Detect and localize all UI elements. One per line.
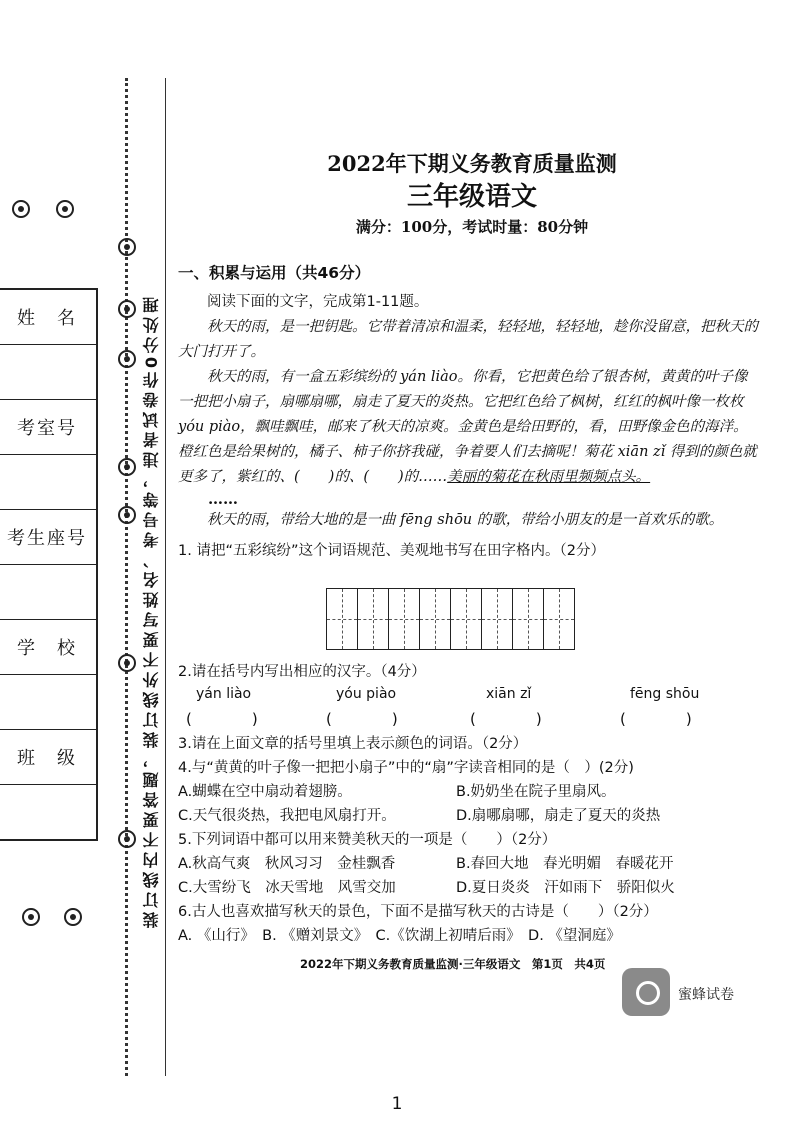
q4-options-row2	[178, 804, 760, 828]
questions-block	[178, 732, 760, 948]
instruction: 阅读下面的文字，完成第1-11题。	[207, 294, 429, 310]
grid-cell[interactable]	[451, 589, 482, 649]
q4-option-a: A.蝴蝶在空中扇动着翅膀。	[178, 784, 352, 800]
answer-blank-1[interactable]: ( )	[186, 710, 258, 728]
room-label: 考室号	[0, 400, 96, 455]
grid-cell[interactable]	[482, 589, 513, 649]
binding-circle-icon	[118, 350, 136, 368]
q5-options-row2	[178, 876, 760, 900]
class-field[interactable]	[0, 785, 96, 839]
logo-text: 蜜蜂试卷	[678, 987, 734, 1003]
question-3: 3.请在上面文章的括号里填上表示颜色的词语。（2分）	[178, 736, 528, 752]
bee-logo-icon	[622, 968, 670, 1016]
grid-cell[interactable]	[513, 589, 544, 649]
q6-options: A. 《山行》 B. 《赠刘景文》 C.《饮湖上初晴后雨》 D. 《望洞庭》	[178, 928, 621, 944]
passage-text: 秋天的雨，有一盒五彩缤纷的 yán liào。你看，它把黄色给了银杏树，黄黄的叶子像一把把小扇子，扇哪扇哪，扇走了夏天的炎热。它把红色给了枫树，红红的枫叶像一枚枚 yóu piào，飘哇飘哇，邮来了秋天的凉爽。金黄色是给田野的，看，田野像金色的海洋。橙红色是给果树的，橘子、柿子你挤我碰，争着要人们去摘呢！菊花 xiān zǐ 得到的颜色就更多了，紫红的、( )的、( )的……	[178, 369, 757, 485]
binding-circle-icon	[118, 300, 136, 318]
passage-ellipsis: ……	[208, 490, 238, 508]
binding-circle-icon	[118, 238, 136, 256]
pinyin-1: yán liào	[196, 686, 252, 702]
section-title: 一、积累与运用（共46分）	[178, 264, 371, 282]
class-label: 班 级	[0, 730, 96, 785]
seat-field[interactable]	[0, 565, 96, 620]
page-number: 1	[391, 1094, 403, 1114]
q5-option-d: D.夏日炎炎 汗如雨下 骄阳似火	[456, 880, 675, 896]
q5-option-a: A.秋高气爽 秋风习习 金桂飘香	[178, 856, 396, 872]
pinyin-3: xiān zǐ	[486, 686, 532, 702]
question-4: 4.与“黄黄的叶子像一把把小扇子”中的“扇”字读音相同的是（ ）(2分)	[178, 760, 634, 776]
grid-cell[interactable]	[389, 589, 420, 649]
passage-paragraph-2	[178, 365, 760, 490]
q5-option-c: C.大雪纷飞 冰天雪地 风雪交加	[178, 880, 396, 896]
pinyin-2: yóu piào	[336, 686, 397, 702]
q5-options-row1	[178, 852, 760, 876]
school-label: 学 校	[0, 620, 96, 675]
grid-cell[interactable]	[544, 589, 574, 649]
grid-cell[interactable]	[327, 589, 358, 649]
exam-meta: 满分：100分，考试时量：80分钟	[355, 218, 589, 236]
q4-option-d: D.扇哪扇哪，扇走了夏天的炎热	[456, 808, 661, 824]
binding-circle-icon	[118, 458, 136, 476]
exam-title: 2022年下期义务教育质量监测	[327, 151, 617, 176]
binding-circle-icon	[118, 830, 136, 848]
q5-option-b: B.春回大地 春光明媚 春暖花开	[456, 856, 674, 872]
question-5: 5.下列词语中都可以用来赞美秋天的一项是（ ）（2分）	[178, 832, 557, 848]
q4-options-row1	[178, 780, 760, 804]
answer-blank-4[interactable]: ( )	[620, 710, 692, 728]
answer-blank-3[interactable]: ( )	[470, 710, 542, 728]
name-label: 姓 名	[0, 290, 96, 345]
tianzige-grid[interactable]	[326, 588, 575, 650]
passage-paragraph-1: 秋天的雨，是一把钥匙。它带着清凉和温柔，轻轻地，轻轻地，趁你没留意，把秋天的大门打开了。	[178, 319, 758, 360]
school-field[interactable]	[0, 675, 96, 730]
q4-option-b: B.奶奶坐在院子里扇风。	[456, 784, 616, 800]
question-2: 2.请在括号内写出相应的汉字。（4分）	[178, 664, 426, 680]
grid-cell[interactable]	[420, 589, 451, 649]
exam-content	[178, 260, 760, 563]
pinyin-4: fēng shōu	[630, 686, 700, 702]
binding-warning: 装订线内不要答题，装订线外不要写姓名、考号等，违者试卷作0分处理	[142, 292, 161, 928]
binding-hole-icon	[22, 908, 40, 926]
exam-subtitle: 三年级语文	[406, 182, 537, 212]
answer-blank-2[interactable]: ( )	[326, 710, 398, 728]
grid-cell[interactable]	[358, 589, 389, 649]
binding-hole-icon	[64, 908, 82, 926]
binding-circle-icon	[118, 654, 136, 672]
binding-circle-icon	[118, 506, 136, 524]
seat-label: 考生座号	[0, 510, 96, 565]
underlined-sentence: 美丽的菊花在秋雨里频频点头。	[447, 469, 651, 485]
page-footer: 2022年下期义务教育质量监测·三年级语文 第1页 共4页	[300, 957, 606, 971]
name-field[interactable]	[0, 345, 96, 400]
student-info-table	[0, 288, 98, 841]
question-6: 6.古人也喜欢描写秋天的景色，下面不是描写秋天的古诗是（ ）（2分）	[178, 904, 658, 920]
room-field[interactable]	[0, 455, 96, 510]
passage-paragraph-3: 秋天的雨，带给大地的是一曲 fēng shōu 的歌，带给小朋友的是一首欢乐的歌。	[207, 512, 724, 528]
question-1: 1. 请把“五彩缤纷”这个词语规范、美观地书写在田字格内。（2分）	[178, 543, 605, 559]
q4-option-c: C.天气很炎热，我把电风扇打开。	[178, 808, 396, 824]
